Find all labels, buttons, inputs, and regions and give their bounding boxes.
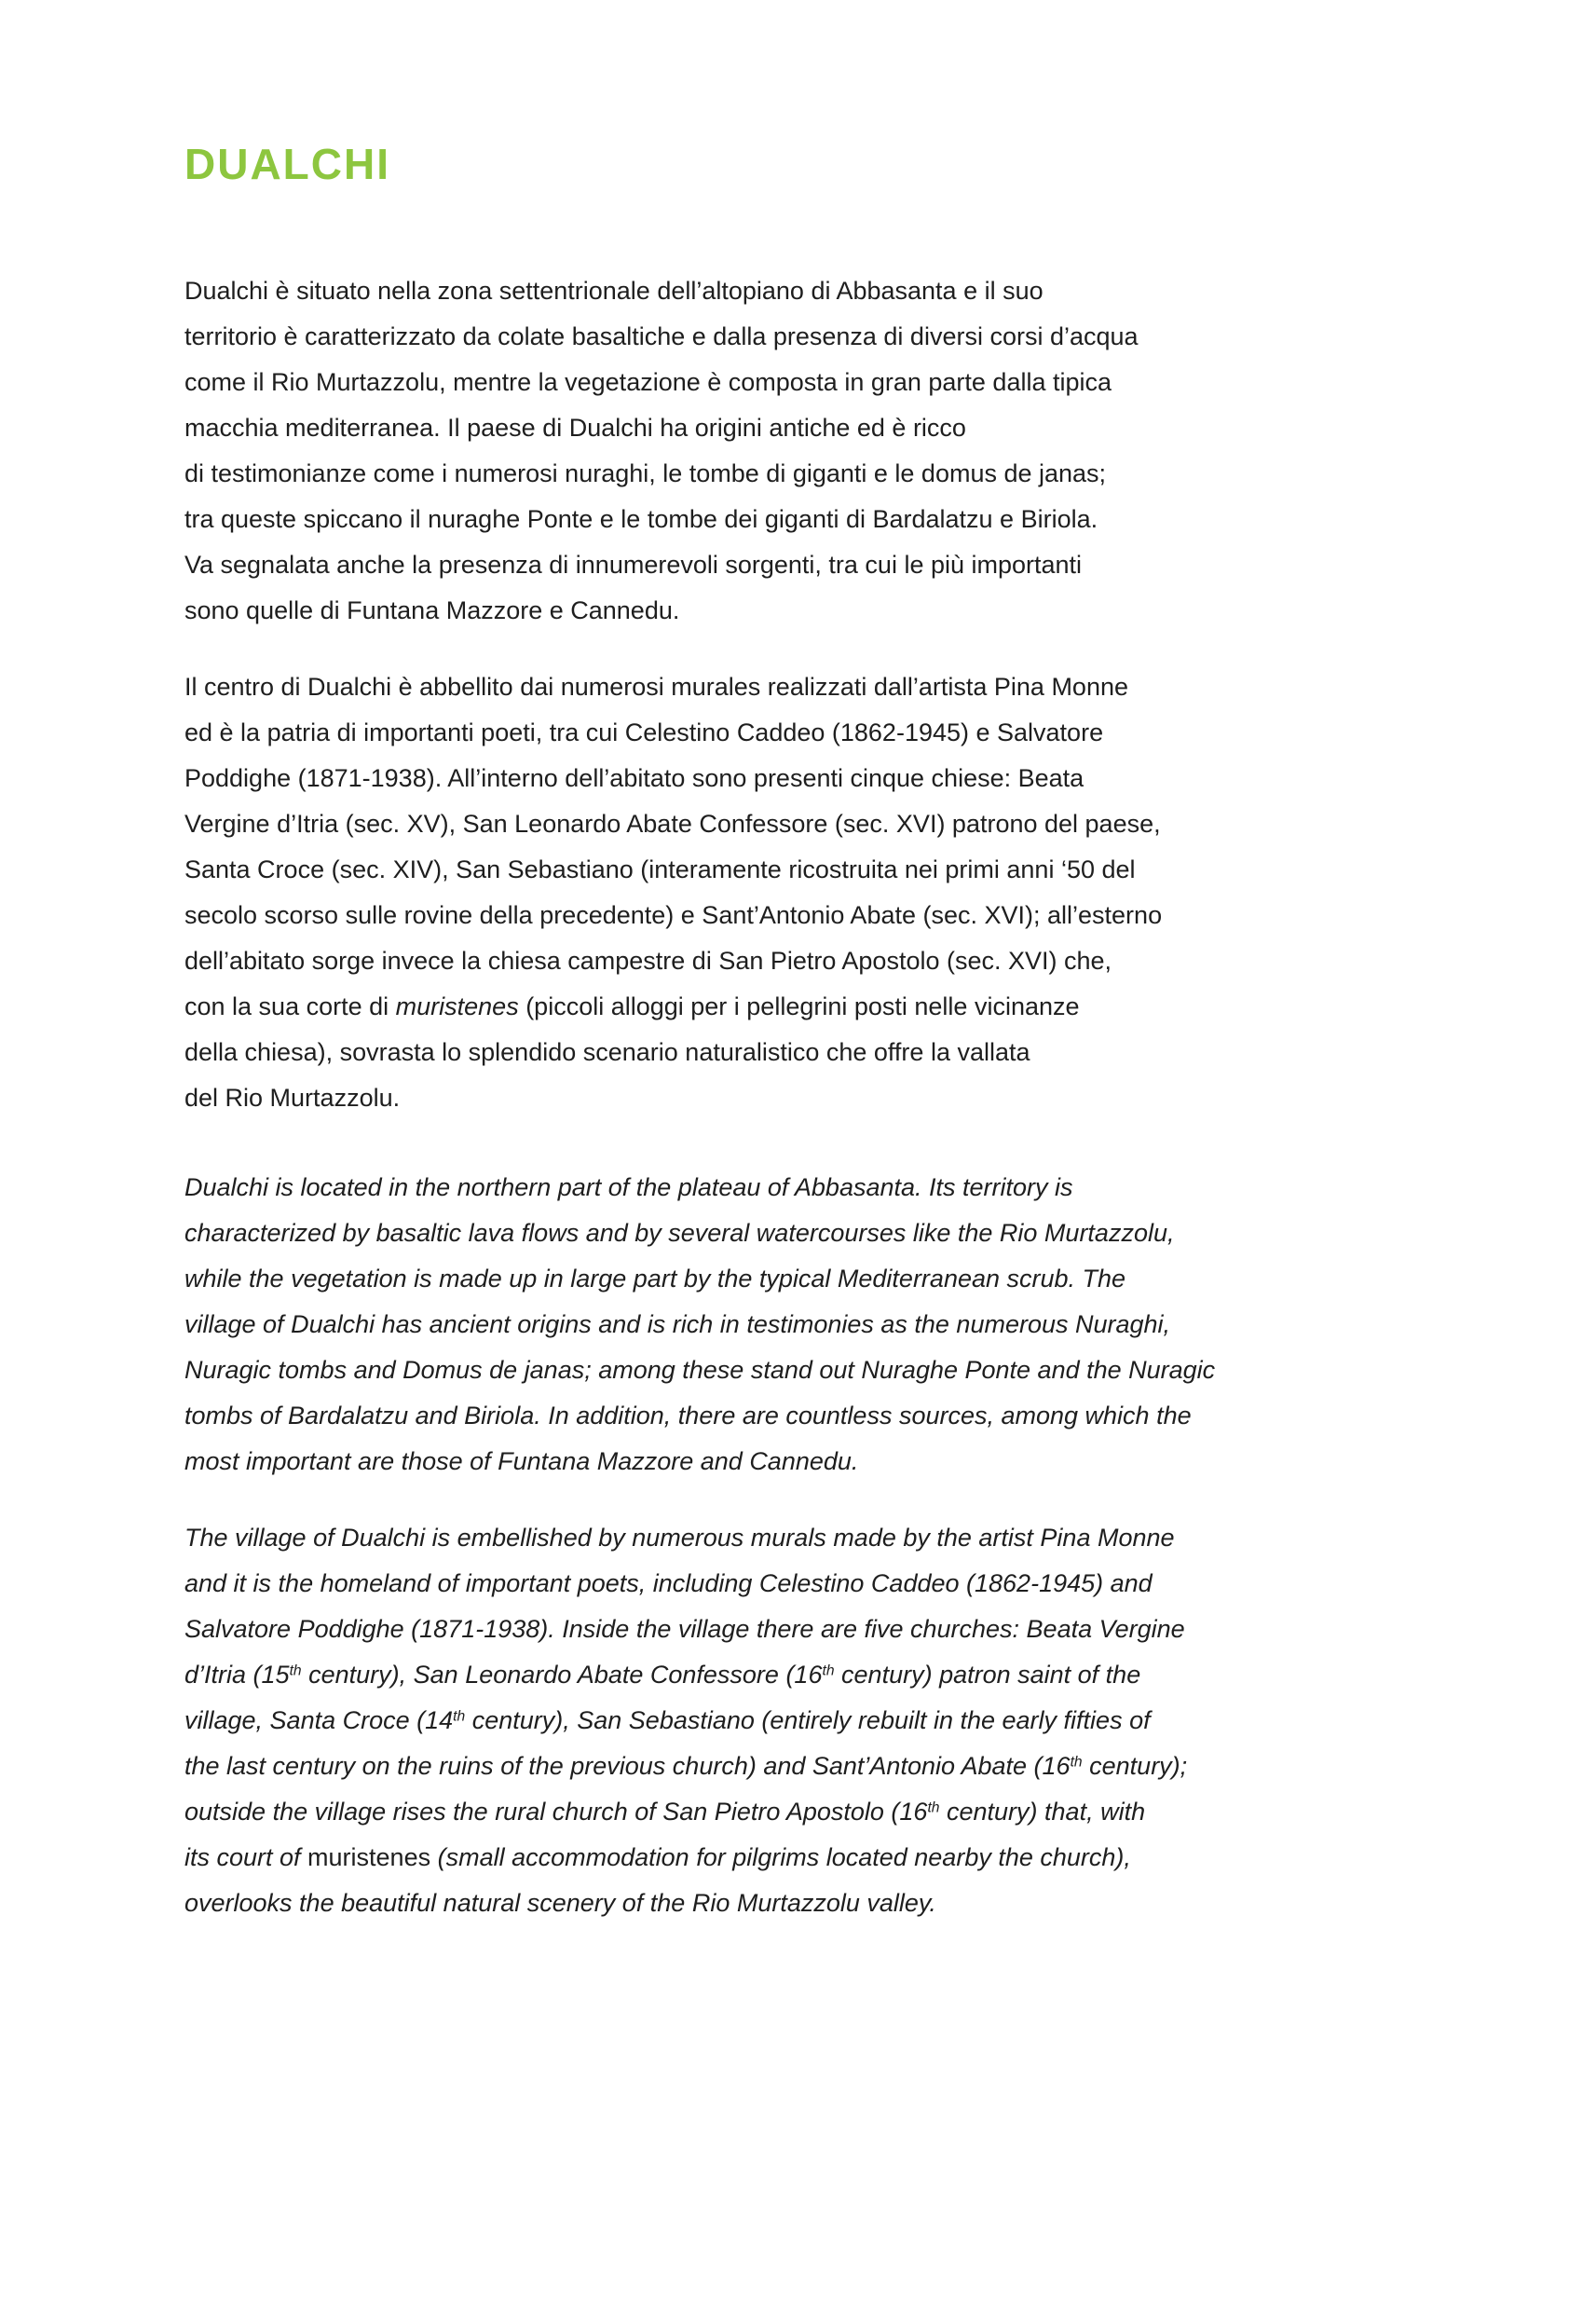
text-line bbox=[184, 1302, 1428, 1348]
text-line bbox=[184, 1256, 1428, 1302]
text-line bbox=[184, 1652, 1428, 1698]
text-segment: ed è la patria di importanti poeti, tra cui Celestino Caddeo (1862-1945) e Salvatore bbox=[184, 718, 1104, 746]
text-line bbox=[184, 360, 1428, 405]
text-segment: sono quelle di Funtana Mazzore e Cannedu. bbox=[184, 596, 680, 624]
text-segment: village, Santa Croce (14 bbox=[184, 1706, 454, 1734]
text-line bbox=[184, 664, 1428, 710]
text-segment: Dualchi è situato nella zona settentrionale dell’altopiano di Abbasanta e il suo bbox=[184, 277, 1044, 305]
text-segment: century); bbox=[1082, 1752, 1188, 1780]
text-segment: (piccoli alloggi per i pellegrini posti nelle vicinanze bbox=[518, 992, 1080, 1020]
text-line bbox=[184, 893, 1428, 938]
text-segment: macchia mediterranea. Il paese di Dualchi ha origini antiche ed è ricco bbox=[184, 414, 966, 442]
text-line bbox=[184, 497, 1428, 542]
text-segment: outside the village rises the rural church of San Pietro Apostolo (16 bbox=[184, 1798, 928, 1826]
text-segment: Dualchi is located in the northern part of the plateau of Abbasanta. Its territory is bbox=[184, 1173, 1073, 1201]
text-segment: The village of Dualchi is embellished by numerous murals made by the artist Pina Monne bbox=[184, 1524, 1175, 1552]
ordinal-superscript: th bbox=[927, 1799, 940, 1816]
text-line bbox=[184, 1881, 1428, 1926]
text-line bbox=[184, 314, 1428, 360]
text-segment: Nuragic tombs and Domus de janas; among these stand out Nuraghe Ponte and the Nuragic bbox=[184, 1356, 1216, 1384]
text-line bbox=[184, 1075, 1428, 1121]
text-line bbox=[184, 1515, 1428, 1561]
text-segment: muristenes bbox=[395, 992, 519, 1020]
paragraph-en-3 bbox=[184, 1165, 1428, 1484]
ordinal-superscript: th bbox=[453, 1708, 466, 1725]
text-segment: muristenes bbox=[307, 1843, 431, 1871]
text-line bbox=[184, 1211, 1428, 1256]
text-segment: Santa Croce (sec. XIV), San Sebastiano (interamente ricostruita nei primi anni ‘50 del bbox=[184, 855, 1136, 883]
ordinal-superscript: th bbox=[822, 1662, 835, 1679]
text-segment: del Rio Murtazzolu. bbox=[184, 1084, 401, 1112]
paragraph-en-4 bbox=[184, 1515, 1428, 1926]
text-segment: tra queste spiccano il nuraghe Ponte e le tombe dei giganti di Bardalatzu e Biriola. bbox=[184, 505, 1098, 533]
text-segment: and it is the homeland of important poets, including Celestino Caddeo (1862-1945) and bbox=[184, 1569, 1153, 1597]
text-line bbox=[184, 588, 1428, 634]
text-line bbox=[184, 1393, 1428, 1439]
text-line bbox=[184, 1030, 1428, 1075]
text-segment: century), San Leonardo Abate Confessore (16 bbox=[301, 1661, 823, 1689]
text-segment: (small accommodation for pilgrims located nearby the church), bbox=[430, 1843, 1131, 1871]
text-line bbox=[184, 451, 1428, 497]
text-segment: century) patron saint of the bbox=[834, 1661, 1141, 1689]
text-segment: dell’abitato sorge invece la chiesa campestre di San Pietro Apostolo (sec. XVI) che, bbox=[184, 947, 1112, 975]
text-line bbox=[184, 405, 1428, 451]
text-line bbox=[184, 710, 1428, 756]
text-segment: the last century on the ruins of the previous church) and Sant’Antonio Abate (16 bbox=[184, 1752, 1071, 1780]
text-line bbox=[184, 1744, 1428, 1789]
text-line bbox=[184, 268, 1428, 314]
text-segment: century) that, with bbox=[939, 1798, 1146, 1826]
text-line bbox=[184, 1698, 1428, 1744]
text-segment: characterized by basaltic lava flows and by several watercourses like the Rio Murtazzolu, bbox=[184, 1219, 1175, 1247]
text-segment: della chiesa), sovrasta lo splendido scenario naturalistico che offre la vallata bbox=[184, 1038, 1030, 1066]
text-line bbox=[184, 1561, 1428, 1607]
text-segment: tombs of Bardalatzu and Biriola. In addition, there are countless sources, among which the bbox=[184, 1402, 1192, 1430]
text-line bbox=[184, 1348, 1428, 1393]
paragraph-it-1 bbox=[184, 268, 1428, 634]
text-segment: Salvatore Poddighe (1871-1938). Inside the village there are five churches: Beata Vergine bbox=[184, 1615, 1185, 1643]
text-segment: century), San Sebastiano (entirely rebuilt in the early fifties of bbox=[465, 1706, 1151, 1734]
ordinal-superscript: th bbox=[289, 1662, 302, 1679]
text-segment: territorio è caratterizzato da colate basaltiche e dalla presenza di diversi corsi d’acqua bbox=[184, 322, 1139, 350]
text-line bbox=[184, 756, 1428, 801]
document-body bbox=[184, 268, 1428, 1926]
text-line bbox=[184, 938, 1428, 984]
text-segment: its court of bbox=[184, 1843, 308, 1871]
text-line bbox=[184, 801, 1428, 847]
text-segment: Il centro di Dualchi è abbellito dai numerosi murales realizzati dall’artista Pina Monne bbox=[184, 673, 1129, 701]
ordinal-superscript: th bbox=[1070, 1754, 1083, 1771]
text-segment: overlooks the beautiful natural scenery of the Rio Murtazzolu valley. bbox=[184, 1889, 936, 1917]
text-segment: Va segnalata anche la presenza di innumerevoli sorgenti, tra cui le più importanti bbox=[184, 551, 1083, 579]
text-segment: most important are those of Funtana Mazzore and Cannedu. bbox=[184, 1447, 859, 1475]
text-line bbox=[184, 1835, 1428, 1881]
text-segment: secolo scorso sulle rovine della precedente) e Sant’Antonio Abate (sec. XVI); all’esterno bbox=[184, 901, 1163, 929]
text-segment: Vergine d’Itria (sec. XV), San Leonardo Abate Confessore (sec. XVI) patrono del paese, bbox=[184, 810, 1161, 838]
text-segment: d’Itria (15 bbox=[184, 1661, 290, 1689]
text-segment: village of Dualchi has ancient origins and is rich in testimonies as the numerous Nuraghi, bbox=[184, 1310, 1171, 1338]
text-line bbox=[184, 1165, 1428, 1211]
text-segment: come il Rio Murtazzolu, mentre la vegetazione è composta in gran parte dalla tipica bbox=[184, 368, 1112, 396]
text-segment: con la sua corte di bbox=[184, 992, 396, 1020]
page-title: DUALCHI bbox=[184, 140, 390, 188]
text-line bbox=[184, 1439, 1428, 1484]
text-segment: while the vegetation is made up in large part by the typical Mediterranean scrub. The bbox=[184, 1265, 1126, 1293]
text-line bbox=[184, 1607, 1428, 1652]
text-line bbox=[184, 1789, 1428, 1835]
text-line bbox=[184, 847, 1428, 893]
text-line bbox=[184, 542, 1428, 588]
text-line bbox=[184, 984, 1428, 1030]
paragraph-it-2 bbox=[184, 664, 1428, 1121]
text-segment: di testimonianze come i numerosi nuraghi, le tombe di giganti e le domus de janas; bbox=[184, 459, 1107, 487]
text-segment: Poddighe (1871-1938). All’interno dell’abitato sono presenti cinque chiese: Beata bbox=[184, 764, 1084, 792]
